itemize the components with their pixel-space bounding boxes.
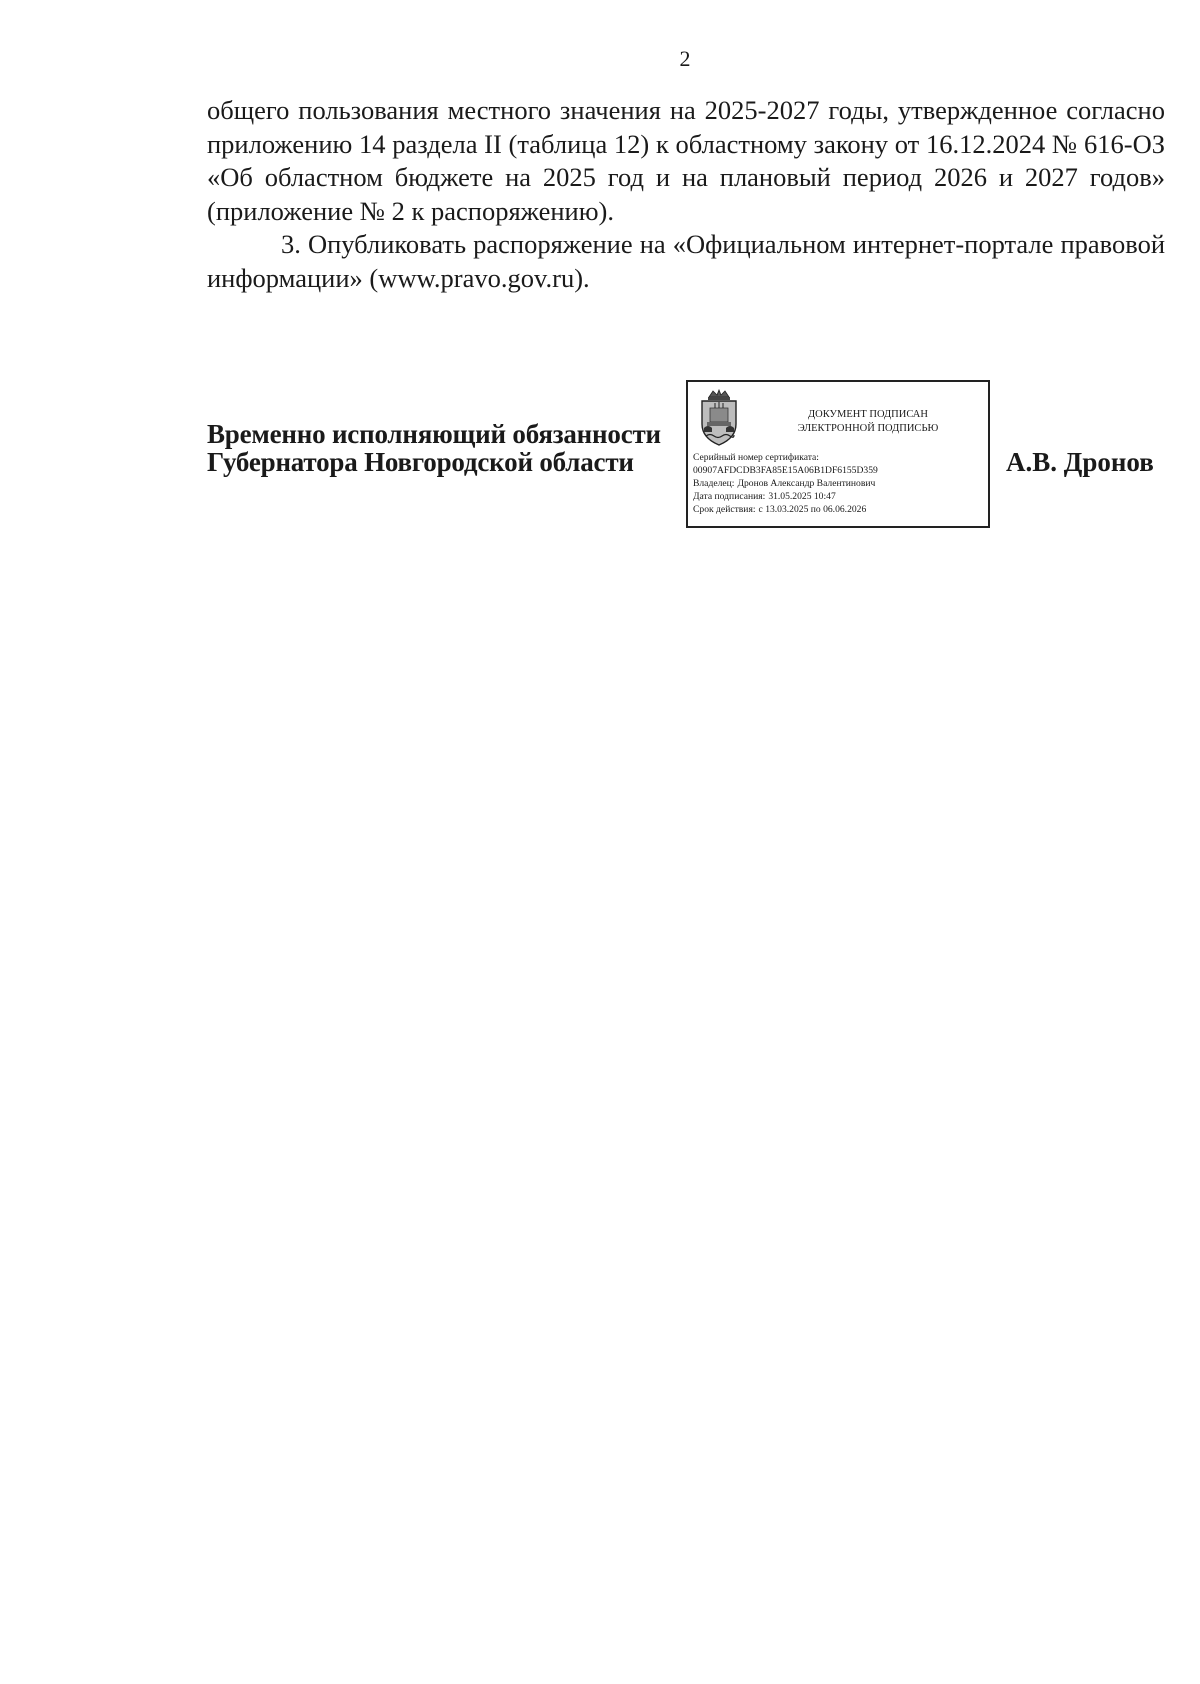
signer-position-line-2: Губернатора Новгородской области <box>207 447 634 477</box>
paragraph-3: 3. Опубликовать распоряжение на «Официальном интернет-портале правовой информации» (www.pravo.gov.ru). <box>207 229 1165 293</box>
stamp-validity-value: с 13.03.2025 по 06.06.2026 <box>758 504 867 515</box>
document-body <box>207 94 1165 295</box>
stamp-validity-row <box>693 503 878 516</box>
page-number: 2 <box>679 46 691 71</box>
coat-of-arms-icon <box>693 388 745 448</box>
paragraph-continuation: общего пользования местного значения на 2025-2027 годы, утвержденное согласно приложению 14 раздела II (таблица 12) к областному закону от 16.12.2024 № 616-ОЗ «Об областном бюджете на 2025 год и на плановый период 2026 и 2027 годов» (приложение № 2 к распоряжению). <box>207 95 1165 226</box>
signer-position-line-1: Временно исполняющий обязанности <box>207 419 661 449</box>
stamp-details <box>693 451 878 516</box>
stamp-serial-label: Серийный номер сертификата: <box>693 452 819 463</box>
stamp-title-line-1: ДОКУМЕНТ ПОДПИСАН <box>808 409 928 420</box>
stamp-owner-label: Владелец: <box>693 478 735 489</box>
electronic-signature-stamp <box>686 380 990 528</box>
stamp-date-value: 31.05.2025 10:47 <box>768 491 836 502</box>
stamp-title <box>748 408 988 436</box>
stamp-validity-label: Срок действия: <box>693 504 756 515</box>
stamp-owner-value: Дронов Александр Валентинович <box>737 478 876 489</box>
signer-position <box>207 420 687 476</box>
stamp-title-line-2: ЭЛЕКТРОННОЙ ПОДПИСЬЮ <box>797 423 939 434</box>
signer-name: А.В. Дронов <box>1006 447 1154 477</box>
stamp-date-label: Дата подписания: <box>693 491 766 502</box>
stamp-serial-value: 00907AFDCDB3FA85E15A06B1DF6155D359 <box>693 465 878 476</box>
stamp-owner-row <box>693 477 878 490</box>
stamp-date-row <box>693 490 878 503</box>
